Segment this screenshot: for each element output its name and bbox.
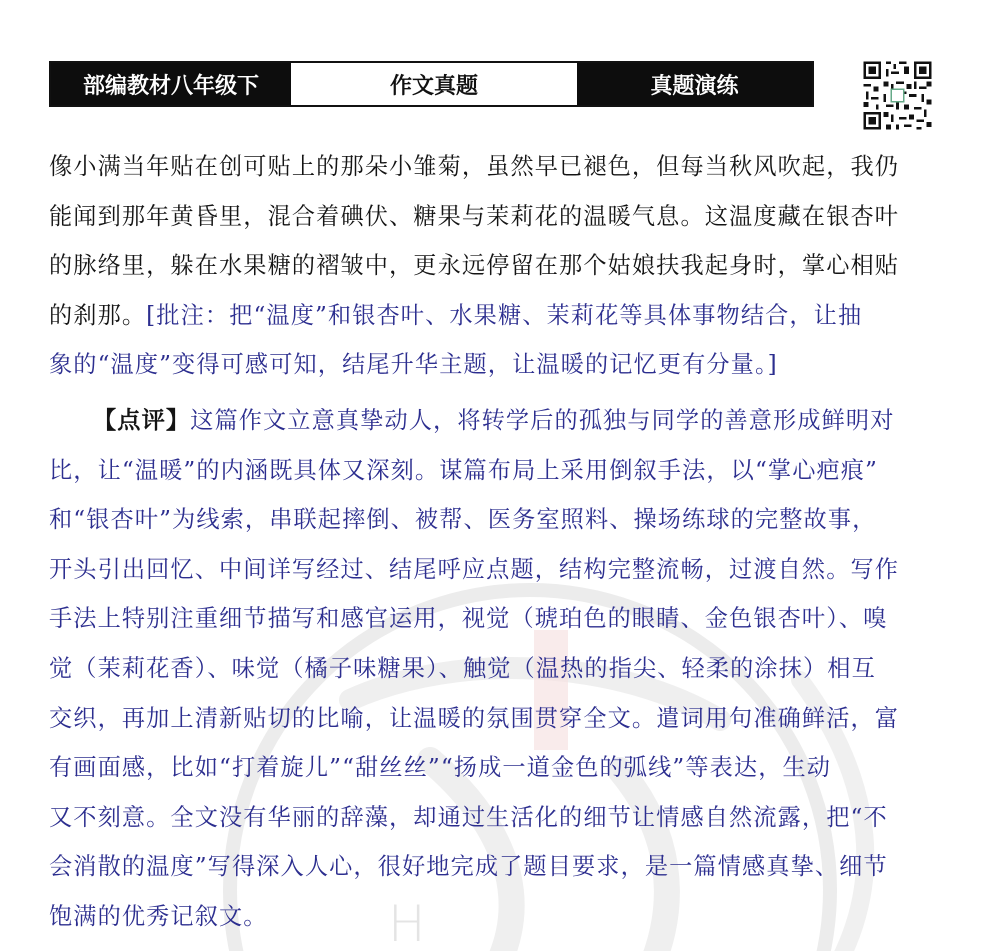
header-section-label: 真题演练 (577, 63, 812, 105)
header-bar (49, 61, 814, 107)
essay-content (49, 142, 941, 942)
review-text: 觉（茉莉花香）、味觉（橘子味糖果）、触觉（温热的指尖、轻柔的涂抹）相互 (49, 654, 876, 682)
review-text: 和“银杏叶”为线索，串联起摔倒、被帮、医务室照料、操场练球的完整故事， (49, 506, 877, 534)
annotation-text: 象的“温度”变得可感可知，结尾升华主题，让温暖的记忆更有分量。] (49, 351, 778, 379)
review-label: 【点评】 (93, 406, 191, 434)
watermark-letter: H (388, 895, 426, 951)
review-first-line (49, 396, 941, 446)
essay-line: 的刹那。 (49, 301, 147, 329)
qr-code-icon (861, 59, 934, 132)
review-text: 又不刻意。全文没有华丽的辞藻，却通过生活化的细节让情感自然流露，把“不 (49, 803, 888, 831)
review-text: 比，让“温暖”的内涵既具体又深刻。谋篇布局上采用倒叙手法，以“掌心疤痕” (49, 456, 879, 484)
header-grade-label: 部编教材八年级下 (51, 63, 291, 105)
essay-line: 像小满当年贴在创可贴上的那朵小雏菊，虽然早已褪色，但每当秋风吹起，我仍 (49, 153, 900, 180)
header-category-label: 作文真题 (291, 63, 577, 105)
essay-line: 的脉络里，躲在水果糖的褶皱中，更永远停留在那个姑娘扶我起身时，掌心相贴 (49, 252, 900, 280)
review-text: 会消散的温度”写得深入人心，很好地完成了题目要求，是一篇情感真挚、细节 (49, 853, 888, 881)
review-text: 有画面感，比如“打着旋儿”“甜丝丝”“扬成一道金色的弧线”等表达，生动 (49, 754, 832, 782)
essay-line: 能闻到那年黄昏里，混合着碘伏、糖果与茉莉花的温暖气息。这温度藏在银杏叶 (49, 202, 900, 230)
review-text: 饱满的优秀记叙文。 (49, 902, 268, 930)
essay-line-with-annotation (49, 291, 941, 341)
review-text: 交织，再加上清新贴切的比喻，让温暖的氛围贯穿全文。遣词用句准确鲜活，富 (49, 704, 900, 732)
review-text: 开头引出回忆、中间详写经过、结尾呼应点题，结构完整流畅，过渡自然。写作 (49, 555, 900, 583)
review-text: 这篇作文立意真挚动人，将转学后的孤独与同学的善意形成鲜明对 (190, 406, 895, 434)
review-text: 手法上特别注重细节描写和感官运用，视觉（琥珀色的眼睛、金色银杏叶）、嗅 (49, 605, 888, 633)
annotation-text: [批注：把“温度”和银杏叶、水果糖、茉莉花等具体事物结合，让抽 (146, 301, 863, 329)
